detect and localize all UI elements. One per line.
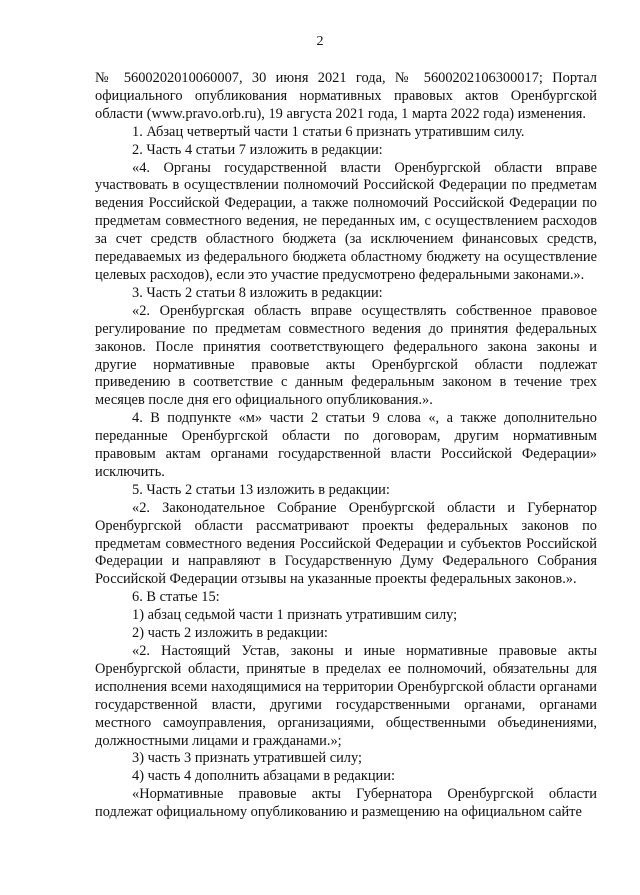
paragraph-item-3: 3. Часть 2 статьи 8 изложить в редакции: bbox=[132, 284, 383, 301]
paragraph-subitem-4: 4) часть 4 дополнить абзацами в редакции: bbox=[132, 768, 395, 785]
paragraph-item-1: 1. Абзац четвертый части 1 статьи 6 признать утратившим силу. bbox=[132, 123, 525, 140]
paragraph-quote-article-15: «2. Настоящий Устав, законы и иные нормативные правовые акты Оренбургской области, принятые в пределах ее полномочий, обязательны для исполнения всеми находящимися на территории Оренбургской области органами государственной власти, другими государственными органами, органами местного самоуправления, организациями, общественными объединениями, должностными лицами и гражданами.»; bbox=[95, 643, 597, 749]
paragraph-quote-article-7: «4. Органы государственной власти Оренбургской области вправе участвовать в осуществлении полномочий Российской Федерации по предметам ведения Российской Федерации, а также полномочий Российской Федерации по предметам совместного ведения, не переданных им, с осуществлением расходов за счет средств областного бюджета (за исключением финансовых средств, передаваемых из федерального бюджета областному бюджету на осуществление целевых расходов), если это участие предусмотрено федеральными законами.». bbox=[95, 159, 597, 283]
paragraph-item-5: 5. Часть 2 статьи 13 изложить в редакции: bbox=[132, 481, 390, 498]
page-number: 2 bbox=[316, 34, 324, 49]
paragraph-subitem-1: 1) абзац седьмой части 1 признать утратившим силу; bbox=[132, 607, 458, 624]
paragraph-continuation: № 5600202010060007, 30 июня 2021 года, № 5600202106300017; Портал официального опубликования нормативных правовых актов Оренбургской области (www.pravo.orb.ru), 19 августа 2021 года, 1 марта 2022 года) изменения. bbox=[95, 70, 597, 122]
paragraph-item-6: 6. В статье 15: bbox=[132, 589, 220, 606]
paragraph-quote-article-8: «2. Оренбургская область вправе осуществлять собственное правовое регулирование по предметам совместного ведения до принятия федеральных законов. После принятия соответствующего федерального закона законы и другие нормативные правовые акты Оренбургской области подлежат приведению в соответствие с данным федеральным законом в течение трех месяцев после дня его официального опубликования.». bbox=[95, 302, 597, 409]
paragraph-item-4: 4. В подпункте «м» части 2 статьи 9 слова «, а также дополнительно переданные Оренбургской области по договорам, другим нормативным правовым актам органами государственной власти Российской Федерации» исключить. bbox=[95, 410, 597, 480]
paragraph-quote-article-13: «2. Законодательное Собрание Оренбургской области и Губернатор Оренбургской области рассматривают проекты федеральных законов по предметам совместного ведения Российской Федерации и субъектов Российской Федерации и направляют в Государственную Думу Федерального Собрания Российской Федерации отзывы на указанные проекты федеральных законов.». bbox=[95, 499, 597, 588]
document-body bbox=[95, 70, 597, 822]
paragraph-subitem-2: 2) часть 2 изложить в редакции: bbox=[132, 625, 328, 642]
paragraph-item-2: 2. Часть 4 статьи 7 изложить в редакции: bbox=[132, 141, 383, 158]
paragraph-subitem-3: 3) часть 3 признать утратившей силу; bbox=[132, 750, 362, 767]
paragraph-quote-governor-acts: «Нормативные правовые акты Губернатора Оренбургской области подлежат официальному опубликованию и размещению на официальном сайте bbox=[95, 786, 597, 821]
